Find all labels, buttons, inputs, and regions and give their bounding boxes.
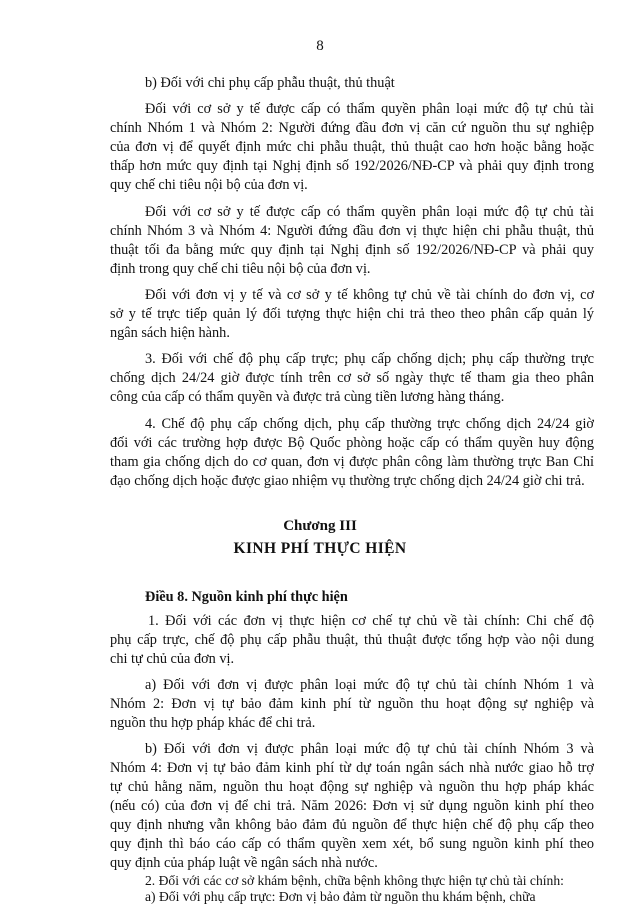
- chapter-label: Chương III: [283, 518, 357, 534]
- paragraph-line: Nhóm 2: Đơn vị tự bảo đảm kinh phí từ nguồn thu hoạt động sự nghiệp và: [110, 696, 594, 712]
- paragraph-line: Nhóm 4: Đơn vị tự bảo đảm kinh phí từ dự toán ngân sách nhà nước giao hỗ trợ: [110, 760, 594, 776]
- paragraph-line: chính Nhóm 1 và Nhóm 2: Người đứng đầu đơn vị căn cứ nguồn thu sự nghiệp: [110, 120, 594, 136]
- paragraph-line: phụ cấp trực, chế độ phụ cấp phẫu thuật, thủ thuật được tổng hợp vào nội dung: [110, 632, 594, 648]
- paragraph-line: thuật tối đa bằng mức quy định tại Nghị định số 192/2026/NĐ-CP và phải quy: [110, 242, 594, 258]
- paragraph-line: chi tự chủ của đơn vị.: [110, 651, 235, 667]
- paragraph-line: chính Nhóm 3 và Nhóm 4: Người đứng đầu đơn vị thực hiện chi phẫu thuật, thủ: [110, 223, 594, 239]
- paragraph-line: quy định thì báo cáo cấp có thẩm quyền xem xét, bổ sung nguồn kinh phí theo: [110, 836, 594, 852]
- paragraph-line: quy định của pháp luật về ngân sách nhà nước.: [110, 855, 378, 871]
- paragraph-line: nguồn thu hợp pháp khác để chi trả.: [110, 715, 316, 731]
- paragraph-line: định trong quy chế chi tiêu nội bộ của đơn vị.: [110, 261, 371, 277]
- paragraph-line: sở y tế trực tiếp quản lý đối tượng thực hiện chi trả theo theo phân cấp quản lý: [110, 306, 594, 322]
- paragraph-line: (nếu có) của đơn vị để chi trả. Năm 2026: Đơn vị sử dụng nguồn kinh phí theo: [110, 798, 594, 814]
- paragraph-line: đối với các trường hợp được Bộ Quốc phòng hoặc cấp có thẩm quyền huy động: [110, 435, 594, 451]
- paragraph-line: 2. Đối với các cơ sở khám bệnh, chữa bệnh không thực hiện tự chủ tài chính:: [145, 873, 564, 888]
- paragraph-line: tham gia chống dịch do cơ quan, đơn vị được phân công làm thường trực Ban Chỉ: [110, 454, 594, 470]
- paragraph-line: b) Đối với đơn vị được phân loại mức độ tự chủ tài chính Nhóm 3 và: [145, 741, 594, 757]
- paragraph-line: 4. Chế độ phụ cấp chống dịch, phụ cấp thường trực chống dịch 24/24 giờ: [145, 416, 594, 432]
- section-b-heading: b) Đối với chi phụ cấp phẫu thuật, thủ thuật: [145, 75, 395, 91]
- paragraph-line: a) Đối với phụ cấp trực: Đơn vị bảo đảm từ nguồn thu khám bệnh, chữa: [145, 889, 536, 904]
- paragraph-line: chống dịch 24/24 giờ được tính trên cơ sở số ngày thực tế tham gia theo phân: [110, 370, 594, 386]
- paragraph-line: quy định nhưng vẫn không bảo đảm đủ nguồn để thực hiện chế độ phụ cấp theo: [110, 817, 594, 833]
- paragraph-line: của đơn vị để quyết định mức chi phẫu thuật, thủ thuật cao hơn hoặc bằng hoặc: [110, 139, 594, 155]
- paragraph-line: a) Đối với đơn vị được phân loại mức độ tự chủ tài chính Nhóm 1 và: [145, 677, 594, 693]
- paragraph-line: Đối với cơ sở y tế được cấp có thẩm quyền phân loại mức độ tự chủ tài: [145, 101, 594, 117]
- paragraph-line: thấp hơn mức quy định tại Nghị định số 192/2026/NĐ-CP và phải quy định trong: [110, 158, 594, 174]
- paragraph-line: Đối với đơn vị y tế và cơ sở y tế không tự chủ về tài chính do đơn vị, cơ: [145, 287, 594, 303]
- paragraph-line: đạo chống dịch hoặc được giao nhiệm vụ thường trực chống dịch 24/24 giờ chi trả.: [110, 473, 585, 489]
- paragraph-line: 1. Đối với các đơn vị thực hiện cơ chế tự chủ về tài chính: Chi chế độ: [148, 613, 594, 629]
- paragraph-line: 3. Đối với chế độ phụ cấp trực; phụ cấp chống dịch; phụ cấp thường trực: [145, 351, 594, 367]
- chapter-title: KINH PHÍ THỰC HIỆN: [233, 540, 407, 557]
- article-heading: Điều 8. Nguồn kinh phí thực hiện: [145, 589, 348, 605]
- paragraph-line: quy chế chi tiêu nội bộ của đơn vị.: [110, 177, 308, 193]
- paragraph-line: ngân sách hiện hành.: [110, 325, 230, 341]
- paragraph-line: công của cấp có thẩm quyền và được trả cùng tiền lương hàng tháng.: [110, 389, 505, 405]
- page-number: 8: [316, 38, 324, 54]
- paragraph-line: tự chủ hằng năm, nguồn thu hoạt động sự nghiệp và nguồn thu hợp pháp khác: [110, 779, 594, 795]
- paragraph-line: Đối với cơ sở y tế được cấp có thẩm quyền phân loại mức độ tự chủ tài: [145, 204, 594, 220]
